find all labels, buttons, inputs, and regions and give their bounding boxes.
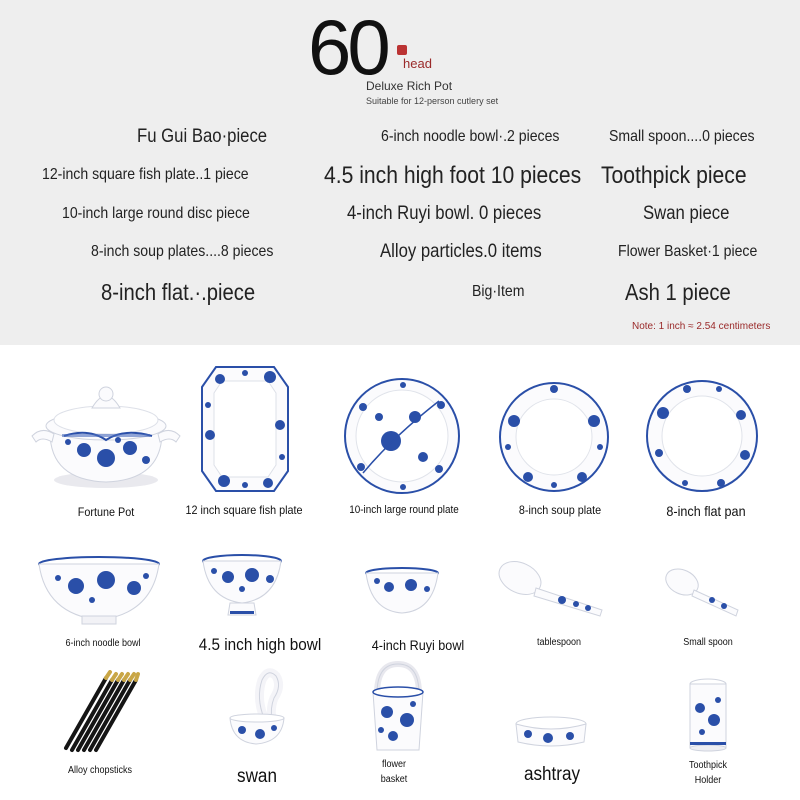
contents-item: Ash 1 piece	[625, 279, 731, 305]
contents-item: Alloy particles.0 items	[380, 241, 542, 262]
flat-pan-image	[645, 379, 759, 493]
set-title: Deluxe Rich Pot	[366, 79, 453, 93]
large-round-plate-image	[343, 377, 461, 495]
product-label: 4.5 inch high bowl	[198, 635, 322, 654]
product-label: swan	[237, 766, 277, 787]
contents-item: 8-inch flat.·.piece	[101, 279, 256, 305]
piece-count: 60	[308, 3, 387, 91]
contents-item: Big·Item	[472, 283, 525, 300]
product-label: flower	[381, 759, 407, 770]
product-label: 8-inch soup plate	[518, 503, 602, 517]
chopsticks-image	[62, 670, 140, 754]
product-label: Holder	[694, 775, 722, 786]
toothpick-holder-image	[686, 676, 730, 752]
product-label: 8-inch flat pan	[666, 503, 746, 519]
small-spoon-image	[662, 566, 740, 620]
product-label: Toothpick	[688, 760, 728, 771]
product-label: ashtray	[523, 764, 581, 785]
swan-image	[228, 668, 286, 746]
flower-basket-image	[369, 660, 427, 754]
piece-unit: head	[403, 56, 432, 71]
contents-item: Swan piece	[643, 203, 730, 224]
contents-item: 6-inch noodle bowl·.2 pieces	[381, 128, 560, 145]
contents-item: Small spoon....0 pieces	[609, 128, 755, 145]
product-label: 12 inch square fish plate	[185, 503, 303, 517]
product-label: 6-inch noodle bowl	[65, 638, 141, 649]
set-subtitle: Suitable for 12-person cutlery set	[366, 96, 499, 106]
ruyi-bowl-image	[363, 567, 441, 619]
contents-item: 4-inch Ruyi bowl. 0 pieces	[347, 203, 542, 224]
contents-item: 4.5 inch high foot 10 pieces	[324, 162, 582, 189]
contents-item: 10-inch large round disc piece	[62, 205, 250, 222]
fortune-pot-image	[28, 380, 184, 492]
red-dot-icon	[397, 45, 407, 55]
fish-plate-image	[200, 365, 290, 493]
soup-plate-image	[498, 381, 610, 493]
contents-item: Fu Gui Bao·piece	[137, 126, 268, 147]
product-label: Small spoon	[683, 637, 733, 648]
product-label: 4-inch Ruyi bowl	[371, 637, 465, 653]
product-label: Alloy chopsticks	[67, 765, 133, 776]
contents-item: Toothpick piece	[601, 162, 747, 189]
unit-note: Note: 1 inch ≈ 2.54 centimeters	[632, 321, 771, 332]
contents-item: Flower Basket·1 piece	[618, 243, 758, 260]
contents-item: 8-inch soup plates....8 pieces	[91, 243, 274, 260]
product-label: basket	[380, 774, 408, 785]
tablespoon-image	[496, 560, 610, 618]
ashtray-image	[514, 716, 588, 752]
product-label: tablespoon	[536, 637, 582, 648]
contents-item: 12-inch square fish plate..1 piece	[42, 166, 249, 183]
product-label: 10-inch large round plate	[349, 504, 459, 516]
product-label: Fortune Pot	[77, 505, 135, 519]
noodle-bowl-image	[36, 556, 162, 626]
high-bowl-image	[200, 553, 284, 619]
